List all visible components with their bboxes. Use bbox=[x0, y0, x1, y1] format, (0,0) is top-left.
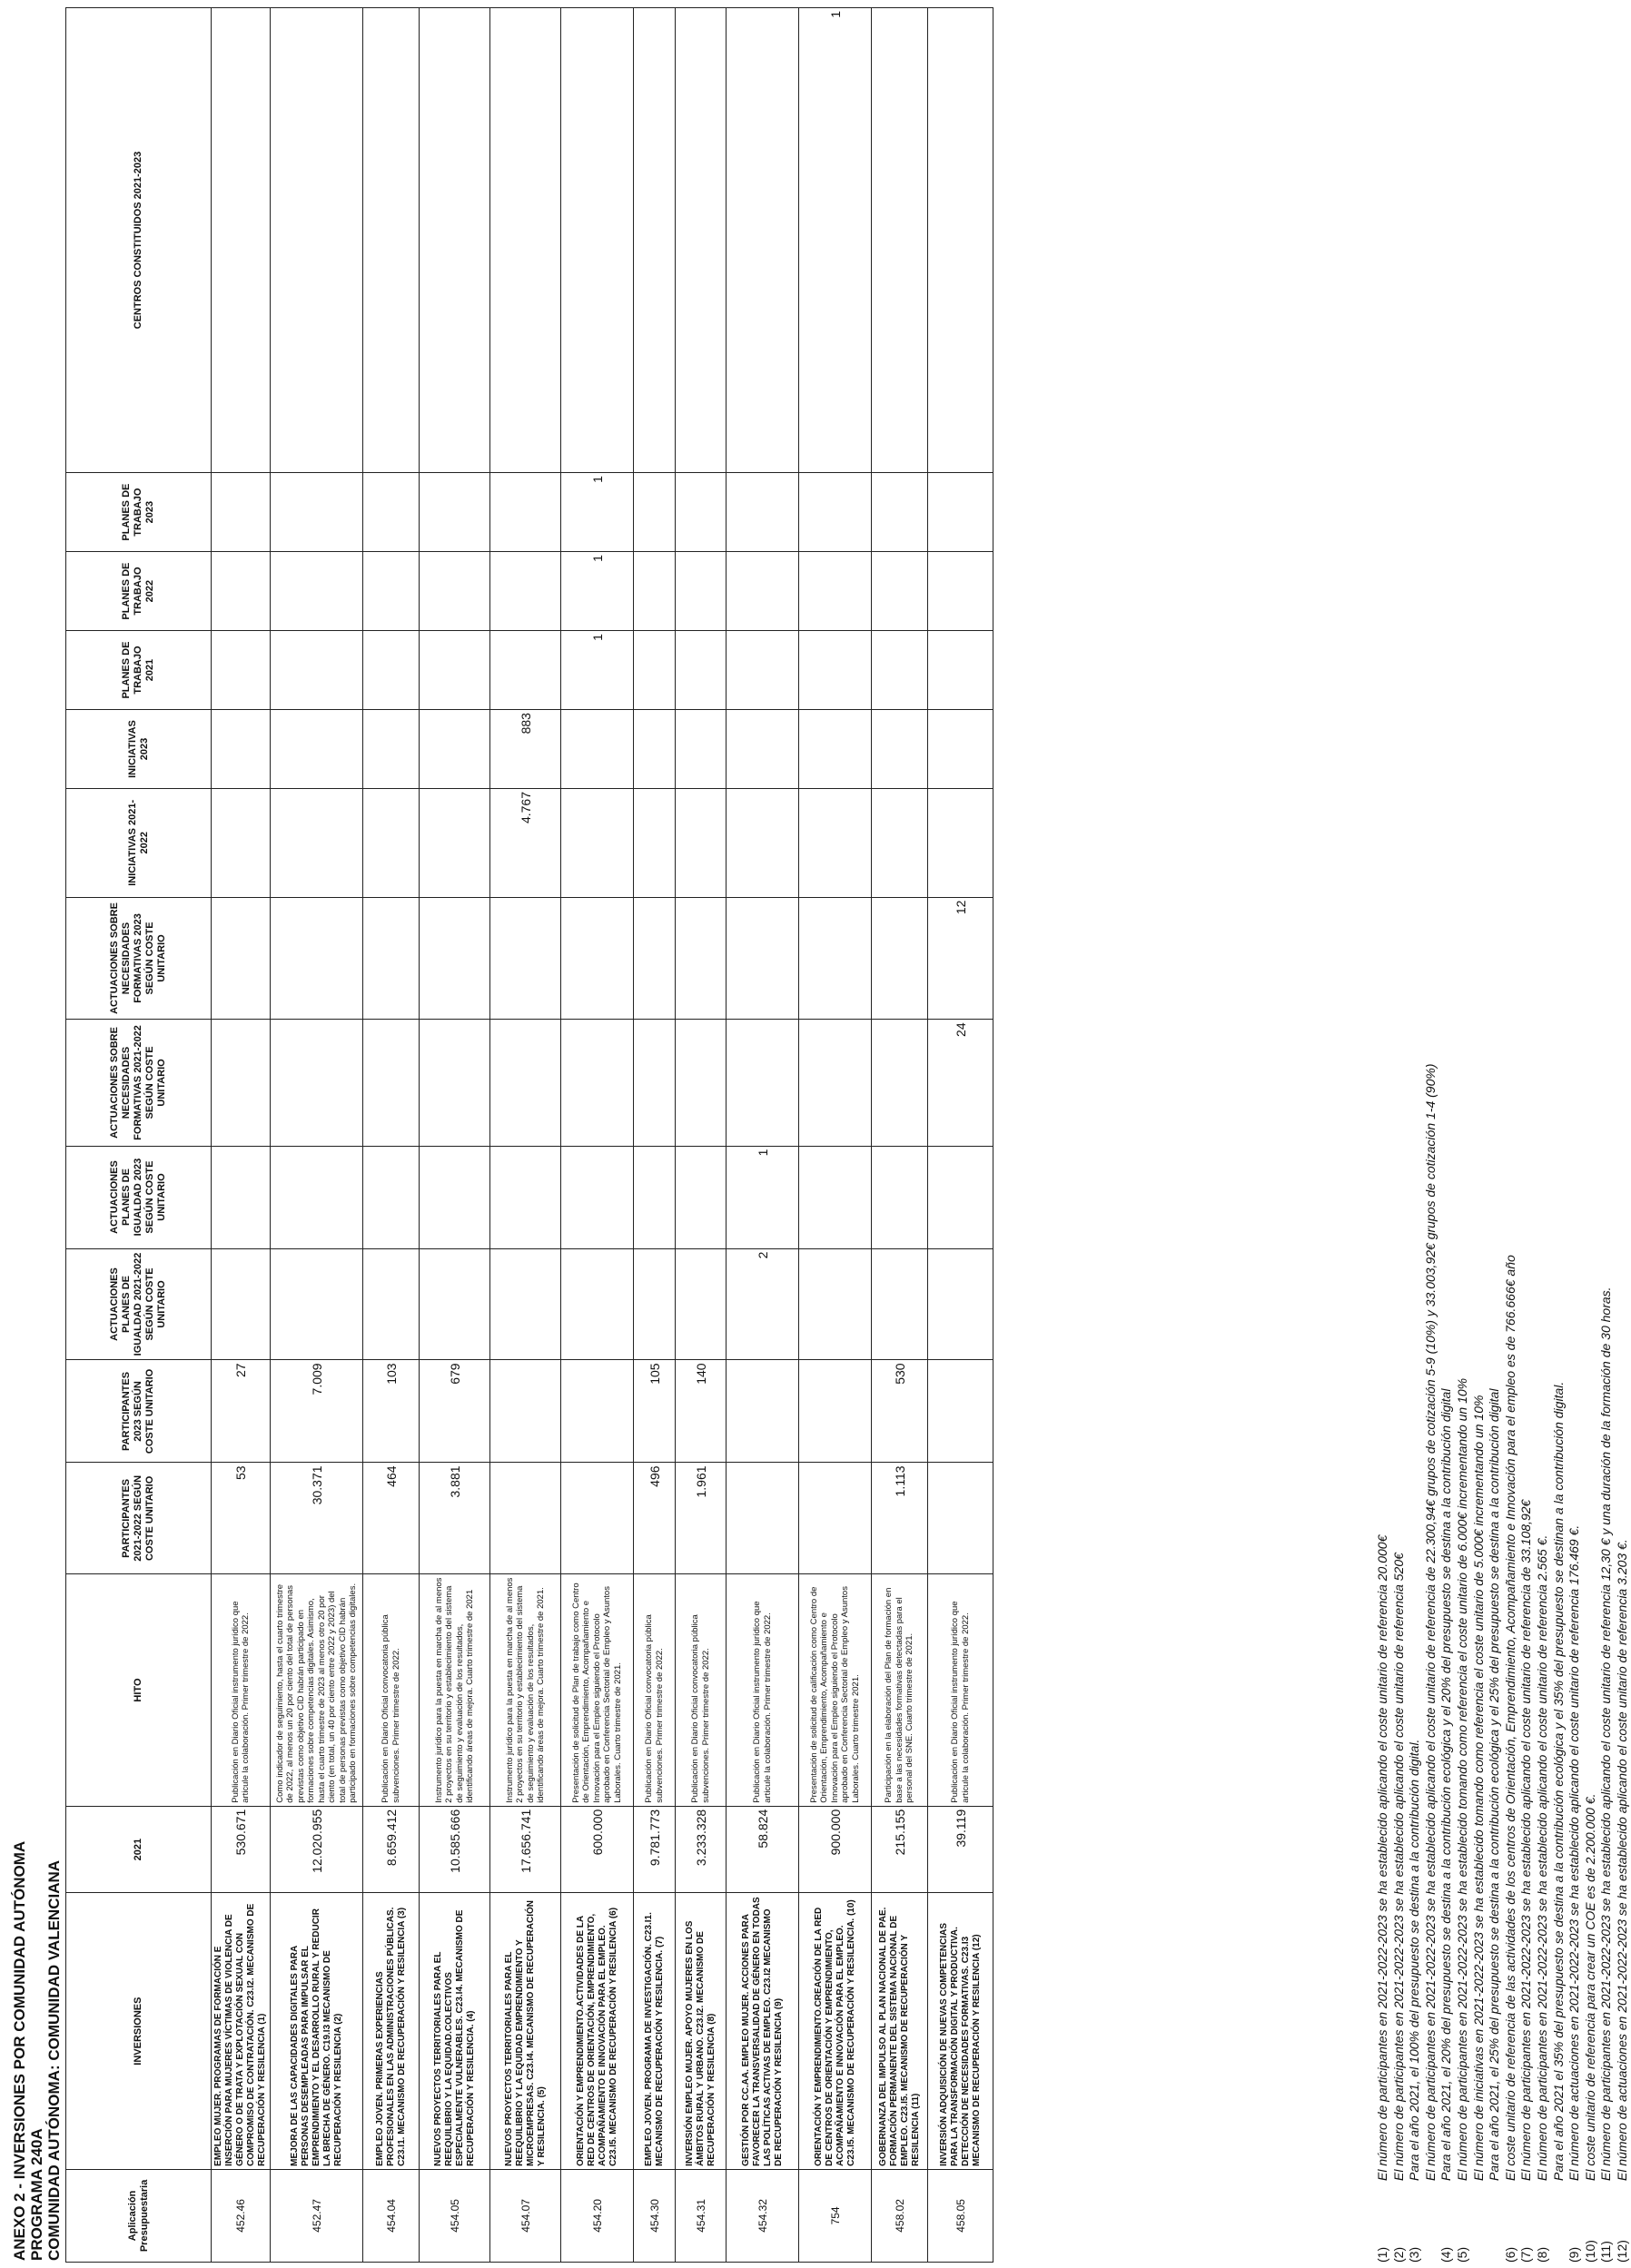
investment-name-cell: GESTIÓN POR CC.AA. EMPLEO MUJER. ACCIONES PARA FAVORECER LA TRANSVERSALIDAD DE GÉNERO EN TODAS LAS POLÍTICAS ACTIVAS DE EMPLEO. C23.I2 MECANISMO DE RECUPERACIÓN Y RESILENCIA (9) bbox=[727, 1893, 799, 2169]
participants-2021-2022-cell: 53 bbox=[212, 1463, 271, 1574]
program-title: PROGRAMA 240A bbox=[28, 2128, 45, 2261]
participants-2021-2022-cell bbox=[799, 1463, 872, 1574]
centers-2021-2023-cell bbox=[561, 8, 634, 473]
training-needs-2023-cell bbox=[799, 897, 872, 1020]
work-plans-2021-cell bbox=[490, 631, 561, 710]
footnote-number: (3) bbox=[1407, 2246, 1422, 2263]
footnote-text: El número de participantes en 2021-2022-2023 se ha establecido aplicando el coste unitario de referencia 20.000€ bbox=[1375, 1534, 1389, 2181]
milestone-cell: Instrumento jurídico para la puesta en marcha de al menos 2 proyectos en su territorio y establecimiento del sistema de seguimiento y evaluación de los resultados, identificando áreas de mejora. Cuarto trimestre de 2021 bbox=[420, 1574, 490, 1806]
table-row bbox=[561, 8, 634, 2263]
investment-name-cell: NUEVOS PROYECTOS TERRITORIALES PARA EL REEQUILIBRIO Y LA EQUIDAD EMPRENDIMIENTO Y MICROEMPRESAS. C23.I4. MECANISMO DE RECUPERACIÓN Y RESILENCIA. (5) bbox=[490, 1893, 561, 2169]
work-plans-2023-cell: 1 bbox=[561, 473, 634, 552]
training-needs-2023-cell bbox=[634, 897, 676, 1020]
equality-actions-2023-cell bbox=[799, 1146, 872, 1248]
participants-2023-cell: 7.009 bbox=[271, 1360, 363, 1463]
work-plans-2022-cell bbox=[676, 552, 727, 631]
initiatives-2021-2022-cell bbox=[799, 789, 872, 898]
budget-code-cell: 454.20 bbox=[561, 2169, 634, 2262]
initiatives-2021-2022-cell bbox=[561, 789, 634, 898]
equality-actions-2023-cell bbox=[634, 1146, 676, 1248]
footnotes bbox=[1375, 84, 1631, 2263]
initiatives-2023-cell: 883 bbox=[490, 710, 561, 789]
milestone-cell: Participación en la elaboración del Plan de formación en base a las necesidades formativas detectadas para el personal del SNE. Cuarto trimestre de 2021. bbox=[872, 1574, 928, 1806]
budget-code-cell: 454.05 bbox=[420, 2169, 490, 2262]
work-plans-2022-cell bbox=[363, 552, 420, 631]
equality-actions-2021-2022-cell bbox=[634, 1248, 676, 1360]
participants-2021-2022-cell: 3.881 bbox=[420, 1463, 490, 1574]
training-needs-2023-cell bbox=[676, 897, 727, 1020]
centers-2021-2023-cell bbox=[928, 8, 993, 473]
milestone-cell: Publicación en Diario Oficial convocatoria pública subvenciones. Primer trimestre de 2022. bbox=[363, 1574, 420, 1806]
participants-2023-cell: 103 bbox=[363, 1360, 420, 1463]
amount-2021-cell: 58.824 bbox=[727, 1806, 799, 1893]
footnote-number: (5) bbox=[1454, 2246, 1469, 2263]
training-needs-2021-2022-cell bbox=[363, 1020, 420, 1146]
footnote-number: (12) bbox=[1614, 2240, 1629, 2263]
table-row bbox=[872, 8, 928, 2263]
col-header: ACTUACIONES SOBRE NECESIDADES FORMATIVAS 2021-2022 SEGÚN COSTE UNITARIO bbox=[66, 1020, 212, 1146]
initiatives-2023-cell bbox=[420, 710, 490, 789]
training-needs-2021-2022-cell bbox=[676, 1020, 727, 1146]
col-header: 2021 bbox=[66, 1806, 212, 1893]
budget-code-cell: 452.47 bbox=[271, 2169, 363, 2262]
work-plans-2021-cell bbox=[363, 631, 420, 710]
participants-2021-2022-cell: 1.113 bbox=[872, 1463, 928, 1574]
work-plans-2023-cell bbox=[676, 473, 727, 552]
footnote bbox=[1518, 84, 1535, 2263]
footnote bbox=[1471, 84, 1488, 2263]
training-needs-2021-2022-cell bbox=[799, 1020, 872, 1146]
participants-2023-cell bbox=[928, 1360, 993, 1463]
work-plans-2022-cell bbox=[420, 552, 490, 631]
initiatives-2023-cell bbox=[212, 710, 271, 789]
milestone-cell: Publicación en Diario Oficial convocatoria pública subvenciones. Primer trimestre de 2022. bbox=[676, 1574, 727, 1806]
footnote-text: El número de participantes en 2021-2022-2023 se ha establecido aplicando el coste unitario de referencia de 33.108,92€ bbox=[1518, 1499, 1534, 2181]
footnote-text: El número de iniciativas en 2021-2022-2023 se ha establecido tomando como referencia el coste unitario de 5.000€ incrementando un 10% bbox=[1470, 1395, 1486, 2181]
centers-2021-2023-cell bbox=[634, 8, 676, 473]
budget-code-cell: 458.02 bbox=[872, 2169, 928, 2262]
investment-name-cell: EMPLEO MUJER. PROGRAMAS DE FORMACIÓN E INSERCIÓN PARA MUJERES VÍCTIMAS DE VIOLENCIA DE GÉNERO O DE TRATA Y EXPLOTACIÓN SEXUAL CON COMPROMISO DE CONTRATACIÓN. C23.I2. MECANISMO DE RECUPERACIÓN Y RESILENCIA (1) bbox=[212, 1893, 271, 2169]
initiatives-2021-2022-cell bbox=[271, 789, 363, 898]
training-needs-2023-cell: 12 bbox=[928, 897, 993, 1020]
centers-2021-2023-cell bbox=[676, 8, 727, 473]
centers-2021-2023-cell bbox=[212, 8, 271, 473]
initiatives-2023-cell bbox=[271, 710, 363, 789]
annex-title: ANEXO 2 - INVERSIONES POR COMUNIDAD AUTÓNOMA bbox=[11, 1840, 28, 2261]
col-header: ACTUACIONES PLANES DE IGUALDAD 2023 SEGÚN COSTE UNITARIO bbox=[66, 1146, 212, 1248]
training-needs-2021-2022-cell bbox=[212, 1020, 271, 1146]
centers-2021-2023-cell bbox=[271, 8, 363, 473]
budget-code-cell: 452.46 bbox=[212, 2169, 271, 2262]
equality-actions-2021-2022-cell bbox=[676, 1248, 727, 1360]
amount-2021-cell: 17.656.741 bbox=[490, 1806, 561, 1893]
footnote-text: El número de participantes en 2021-2022-2023 se ha establecido aplicando el coste unitario de referencia 12,30 € y una duración de la formación de 30 horas. bbox=[1598, 1287, 1614, 2181]
participants-2021-2022-cell bbox=[727, 1463, 799, 1574]
budget-code-cell: 454.07 bbox=[490, 2169, 561, 2262]
footnote-number: (1) bbox=[1375, 2246, 1389, 2263]
equality-actions-2023-cell bbox=[561, 1146, 634, 1248]
work-plans-2022-cell: 1 bbox=[561, 552, 634, 631]
centers-2021-2023-cell bbox=[490, 8, 561, 473]
footnote-text: Para el año 2021, el 100% del presupuesto se destina a la contribución digital. bbox=[1407, 1739, 1422, 2181]
equality-actions-2021-2022-cell bbox=[872, 1248, 928, 1360]
equality-actions-2023-cell bbox=[928, 1146, 993, 1248]
footnote-text: El coste unitario de referencia de las actividades de los centros de Orientación, Emprendimiento, Acompañamiento e Innovación para el empleo es de 766.666€ año bbox=[1502, 1255, 1517, 2181]
investment-name-cell: MEJORA DE LAS CAPACIDADES DIGITALES PARA PERSONAS DESEMPLEADAS PARA IMPULSAR EL EMPRENDIMIENTO Y EL DESARROLLO RURAL Y REDUCIR LA BRECHA DE GÉNERO. C19.I3 MECANISMO DE RECUPERACIÓN Y RESILENCIA (2) bbox=[271, 1893, 363, 2169]
training-needs-2021-2022-cell bbox=[490, 1020, 561, 1146]
centers-2021-2023-cell: 1 bbox=[799, 8, 872, 473]
table-header-row bbox=[66, 8, 212, 2263]
footnote bbox=[1391, 84, 1408, 2263]
initiatives-2023-cell bbox=[634, 710, 676, 789]
equality-actions-2021-2022-cell bbox=[212, 1248, 271, 1360]
table-row bbox=[490, 8, 561, 2263]
footnote bbox=[1487, 84, 1503, 2263]
footnote bbox=[1438, 84, 1455, 2263]
footnote-number: (10) bbox=[1582, 2240, 1597, 2263]
training-needs-2023-cell bbox=[212, 897, 271, 1020]
training-needs-2023-cell bbox=[872, 897, 928, 1020]
footnote-text: El número de participantes en 2021-2022-2023 se ha establecido tomando como referencia el coste unitario de 6.000€ incrementando un 10% bbox=[1454, 1377, 1469, 2181]
footnote-text: El número de actuaciones en 2021-2022-2023 se ha establecido aplicando el coste unitario de referencia 176.469 €. bbox=[1567, 1524, 1582, 2181]
work-plans-2021-cell bbox=[872, 631, 928, 710]
footnote bbox=[1407, 84, 1423, 2263]
investment-name-cell: INVERSIÓN EMPLEO MUJER. APOYO MUJERES EN LOS ÁMBITOS RURAL Y URBANO. C23.I2. MECANISMO DE RECUPERACIÓN Y RESILENCIA (8) bbox=[676, 1893, 727, 2169]
footnote-text: El número de participantes en 2021-2022-2023 se ha establecido aplicando el coste unitario de referencia de 22.300,94€ grupos de cotización 5-9 (10%) y 33.003,92€ grupos de cotización 1-4 (90%) bbox=[1422, 1063, 1438, 2181]
investments-table bbox=[65, 7, 993, 2263]
training-needs-2021-2022-cell bbox=[420, 1020, 490, 1146]
col-header: Aplicación Presupuestaria bbox=[66, 2169, 212, 2262]
footnote-number: (11) bbox=[1598, 2241, 1614, 2263]
milestone-cell: Publicación en Diario Oficial instrumento jurídico que articule la colaboración. Primer trimestre de 2022. bbox=[212, 1574, 271, 1806]
participants-2021-2022-cell bbox=[490, 1463, 561, 1574]
table-body bbox=[212, 8, 993, 2263]
col-header: PLANES DE TRABAJO 2023 bbox=[66, 473, 212, 552]
participants-2021-2022-cell: 464 bbox=[363, 1463, 420, 1574]
initiatives-2021-2022-cell bbox=[872, 789, 928, 898]
footnote-text: Para el año 2021 el 35% del presupuesto se destina a la contribución ecológica y el 35% del presupuesto se destinan a la contribución digital. bbox=[1550, 1381, 1566, 2181]
centers-2021-2023-cell bbox=[420, 8, 490, 473]
participants-2021-2022-cell: 496 bbox=[634, 1463, 676, 1574]
footnote-number: (2) bbox=[1390, 2246, 1406, 2263]
footnote-number: (6) bbox=[1502, 2246, 1517, 2263]
amount-2021-cell: 3.233.328 bbox=[676, 1806, 727, 1893]
col-header: INICIATIVAS 2021-2022 bbox=[66, 789, 212, 898]
work-plans-2022-cell bbox=[634, 552, 676, 631]
participants-2021-2022-cell bbox=[928, 1463, 993, 1574]
equality-actions-2023-cell bbox=[676, 1146, 727, 1248]
equality-actions-2021-2022-cell bbox=[928, 1248, 993, 1360]
centers-2021-2023-cell bbox=[727, 8, 799, 473]
initiatives-2021-2022-cell bbox=[363, 789, 420, 898]
initiatives-2023-cell bbox=[727, 710, 799, 789]
footnote-text: Para el año 2021, el 20% del presupuesto se destina a la contribución ecológica y el 20% del presupuesto se destina a la contribución digital bbox=[1438, 1388, 1454, 2181]
col-header: PLANES DE TRABAJO 2021 bbox=[66, 631, 212, 710]
col-header: ACTUACIONES SOBRE NECESIDADES FORMATIVAS 2023 SEGÚN COSTE UNITARIO bbox=[66, 897, 212, 1020]
participants-2023-cell: 140 bbox=[676, 1360, 727, 1463]
work-plans-2021-cell bbox=[676, 631, 727, 710]
centers-2021-2023-cell bbox=[363, 8, 420, 473]
initiatives-2021-2022-cell bbox=[420, 789, 490, 898]
training-needs-2023-cell bbox=[271, 897, 363, 1020]
training-needs-2021-2022-cell: 24 bbox=[928, 1020, 993, 1146]
initiatives-2023-cell bbox=[363, 710, 420, 789]
equality-actions-2023-cell bbox=[271, 1146, 363, 1248]
footnote bbox=[1583, 84, 1599, 2263]
work-plans-2021-cell bbox=[271, 631, 363, 710]
equality-actions-2023-cell bbox=[420, 1146, 490, 1248]
work-plans-2021-cell: 1 bbox=[561, 631, 634, 710]
participants-2021-2022-cell bbox=[561, 1463, 634, 1574]
equality-actions-2021-2022-cell bbox=[490, 1248, 561, 1360]
footnote bbox=[1503, 84, 1519, 2263]
participants-2023-cell bbox=[490, 1360, 561, 1463]
milestone-cell: Presentación de solicitud de calificación como Centro de Orientación, Emprendimiento, Acompañamiento e Innovación para el Empleo siguiendo el Protocolo aprobado en Conferencia Sectorial de Empleo y Asuntos Laborales. Cuarto trimestre 2021. bbox=[799, 1574, 872, 1806]
initiatives-2021-2022-cell bbox=[727, 789, 799, 898]
work-plans-2021-cell bbox=[212, 631, 271, 710]
table-row bbox=[420, 8, 490, 2263]
investment-name-cell: NUEVOS PROYECTOS TERRITORIALES PARA EL REEQUILIBRIO Y LA EQUIDAD.COLECTIVOS ESPECIALMENTE VULNERABLES. C23.I4. MECANISMO DE RECUPERACIÓN Y RESILENCIA. (4) bbox=[420, 1893, 490, 2169]
col-header: INVERSIONES bbox=[66, 1893, 212, 2169]
equality-actions-2021-2022-cell bbox=[420, 1248, 490, 1360]
col-header: INICIATIVAS 2023 bbox=[66, 710, 212, 789]
budget-code-cell: 458.05 bbox=[928, 2169, 993, 2262]
equality-actions-2021-2022-cell bbox=[561, 1248, 634, 1360]
work-plans-2023-cell bbox=[727, 473, 799, 552]
amount-2021-cell: 215.155 bbox=[872, 1806, 928, 1893]
initiatives-2023-cell bbox=[872, 710, 928, 789]
centers-2021-2023-cell bbox=[872, 8, 928, 473]
work-plans-2023-cell bbox=[928, 473, 993, 552]
training-needs-2023-cell bbox=[727, 897, 799, 1020]
equality-actions-2021-2022-cell bbox=[799, 1248, 872, 1360]
training-needs-2021-2022-cell bbox=[561, 1020, 634, 1146]
col-header: PLANES DE TRABAJO 2022 bbox=[66, 552, 212, 631]
footnote bbox=[1535, 84, 1551, 2263]
training-needs-2021-2022-cell bbox=[727, 1020, 799, 1146]
equality-actions-2023-cell: 1 bbox=[727, 1146, 799, 1248]
work-plans-2023-cell bbox=[212, 473, 271, 552]
work-plans-2022-cell bbox=[872, 552, 928, 631]
training-needs-2021-2022-cell bbox=[872, 1020, 928, 1146]
milestone-cell: Presentación de solicitud de Plan de trabajo como Centro de Orientación, Emprendimiento, Acompañamiento e Innovación para el Empleo siguiendo el Protocolo aprobado en Conferencia Sectorial de Empleo y Asuntos Laborales. Cuarto trimestre de 2021. bbox=[561, 1574, 634, 1806]
footnote-number: (8) bbox=[1534, 2246, 1549, 2263]
initiatives-2023-cell bbox=[928, 710, 993, 789]
equality-actions-2023-cell bbox=[872, 1146, 928, 1248]
milestone-cell: Publicación en Diario Oficial instrumento jurídico que articule la colaboración. Primer trimestre de 2022. bbox=[727, 1574, 799, 1806]
col-header: PARTICIPANTES 2023 SEGÚN COSTE UNITARIO bbox=[66, 1360, 212, 1463]
work-plans-2022-cell bbox=[271, 552, 363, 631]
footnote bbox=[1551, 84, 1567, 2263]
work-plans-2021-cell bbox=[727, 631, 799, 710]
milestone-cell: Como indicador de seguimiento, hasta el cuarto trimestre de 2022, al menos un 20 por ciento del total de personas previstas como objetivo CID habrán participado en formaciones sobre competencias digitales. Asimismo, hasta el cuarto trimestre de 2023 al menos otro 20 por ciento (en total, un 40 por ciento entre 2022 y 2023) del total de personas previstas como objetivo CID habrán participado en formaciones sobre competencias digitales. bbox=[271, 1574, 363, 1806]
training-needs-2023-cell bbox=[420, 897, 490, 1020]
milestone-cell: Publicación en Diario Oficial convocatoria pública subvenciones. Primer trimestre de 2022. bbox=[634, 1574, 676, 1806]
initiatives-2021-2022-cell bbox=[676, 789, 727, 898]
equality-actions-2021-2022-cell bbox=[363, 1248, 420, 1360]
work-plans-2022-cell bbox=[490, 552, 561, 631]
col-header: HITO bbox=[66, 1574, 212, 1806]
document-header bbox=[11, 1841, 63, 2261]
investment-name-cell: ORIENTACIÓN Y EMPRENDIMIENTO.CREACIÓN DE LA RED DE CENTROS DE ORIENTACIÓN Y EMPRENDIMIENTO, ACOMPAÑAMIENTO E INNOVACIÓN PARA EL EMPLEO. C23.I5. MECANISMO DE RECUPERACIÓN Y RESILENCIA. (10) bbox=[799, 1893, 872, 2169]
initiatives-2023-cell bbox=[799, 710, 872, 789]
table-row bbox=[212, 8, 271, 2263]
footnote-number: (7) bbox=[1518, 2246, 1534, 2263]
initiatives-2021-2022-cell bbox=[928, 789, 993, 898]
footnote-text: El coste unitario de referencia para crear un COE es de 2.200.000 €. bbox=[1582, 1793, 1597, 2181]
investment-name-cell: ORIENTACIÓN Y EMPRENDIMIENTO.ACTIVIDADES DE LA RED DE CENTROS DE ORIENTACIÓN, EMPRENDIMIENTO, ACOMPAÑAMIENTO E INNOVACIÓN PARA EL EMPLEO. C23.I5. MECANISMO DE RECUPERACIÓN Y RESILENCIA (6) bbox=[561, 1893, 634, 2169]
work-plans-2023-cell bbox=[634, 473, 676, 552]
budget-code-cell: 454.31 bbox=[676, 2169, 727, 2262]
initiatives-2021-2022-cell: 4.767 bbox=[490, 789, 561, 898]
milestone-cell: Publicación en Diario Oficial instrumento jurídico que articule la colaboración. Primer trimestre de 2022. bbox=[928, 1574, 993, 1806]
initiatives-2021-2022-cell bbox=[634, 789, 676, 898]
participants-2023-cell bbox=[561, 1360, 634, 1463]
training-needs-2021-2022-cell bbox=[271, 1020, 363, 1146]
table-row bbox=[634, 8, 676, 2263]
work-plans-2023-cell bbox=[420, 473, 490, 552]
participants-2023-cell: 105 bbox=[634, 1360, 676, 1463]
training-needs-2023-cell bbox=[363, 897, 420, 1020]
table-row bbox=[271, 8, 363, 2263]
milestone-cell: Instrumento jurídico para la puesta en marcha de al menos 2 proyectos en su territorio y establecimiento del sistema de seguimiento y evaluación de los resultados, identificando áreas de mejora. Cuarto trimestre de 2021. bbox=[490, 1574, 561, 1806]
footnote-text: El número de participantes en 2021-2022-2023 se ha establecido aplicando el coste unitario de referencia 2.565 €. bbox=[1534, 1534, 1549, 2181]
participants-2021-2022-cell: 30.371 bbox=[271, 1463, 363, 1574]
amount-2021-cell: 12.020.955 bbox=[271, 1806, 363, 1893]
table-row bbox=[928, 8, 993, 2263]
budget-code-cell: 454.30 bbox=[634, 2169, 676, 2262]
col-header: ACTUACIONES PLANES DE IGUALDAD 2021-2022 SEGÚN COSTE UNITARIO bbox=[66, 1248, 212, 1360]
region-title: COMUNIDAD AUTÓNOMA: COMUNIDAD VALENCIANA bbox=[45, 1859, 63, 2261]
initiatives-2023-cell bbox=[676, 710, 727, 789]
footnote bbox=[1375, 84, 1391, 2263]
footnote-text: Para el año 2021, el 25% del presupuesto se destina a la contribución ecológica y el 25% del presupuesto se destina a la contribución digital bbox=[1487, 1388, 1502, 2181]
table-row bbox=[799, 8, 872, 2263]
table-row bbox=[363, 8, 420, 2263]
work-plans-2022-cell bbox=[799, 552, 872, 631]
participants-2021-2022-cell: 1.961 bbox=[676, 1463, 727, 1574]
work-plans-2023-cell bbox=[271, 473, 363, 552]
work-plans-2023-cell bbox=[363, 473, 420, 552]
footnote-number: (4) bbox=[1438, 2246, 1454, 2263]
training-needs-2021-2022-cell bbox=[634, 1020, 676, 1146]
work-plans-2023-cell bbox=[872, 473, 928, 552]
amount-2021-cell: 9.781.773 bbox=[634, 1806, 676, 1893]
budget-code-cell: 454.04 bbox=[363, 2169, 420, 2262]
participants-2023-cell bbox=[727, 1360, 799, 1463]
footnote bbox=[1423, 84, 1439, 2263]
work-plans-2021-cell bbox=[634, 631, 676, 710]
table-row bbox=[727, 8, 799, 2263]
amount-2021-cell: 900.000 bbox=[799, 1806, 872, 1893]
work-plans-2022-cell bbox=[212, 552, 271, 631]
participants-2023-cell: 679 bbox=[420, 1360, 490, 1463]
footnote bbox=[1598, 84, 1615, 2263]
work-plans-2021-cell bbox=[799, 631, 872, 710]
investment-name-cell: EMPLEO JOVEN. PRIMERAS EXPERIENCIAS PROFESIONALES EN LAS ADMINISTRACIONES PÚBLICAS. C23.I1. MECANISMO DE RECUPERACIÓN Y RESILENCIA (3) bbox=[363, 1893, 420, 2169]
training-needs-2023-cell bbox=[490, 897, 561, 1020]
work-plans-2022-cell bbox=[727, 552, 799, 631]
work-plans-2023-cell bbox=[799, 473, 872, 552]
footnote bbox=[1455, 84, 1471, 2263]
investment-name-cell: INVERSIÓN ADQUISICIÓN DE NUEVAS COMPETENCIAS PARA LA TRANSFORMACIÓN DIGITAL Y PRODUCTIVA. DETECCIÓN DE NECESIDADES FORMATIVAS. C23.I3 MECANISMO DE RECUPERACIÓN Y RESILENCIA (12) bbox=[928, 1893, 993, 2169]
footnote bbox=[1567, 84, 1583, 2263]
training-needs-2023-cell bbox=[561, 897, 634, 1020]
footnote-text: El número de participantes en 2021-2022-2023 se ha establecido aplicando el coste unitario de referencia 520€ bbox=[1390, 1553, 1406, 2181]
equality-actions-2021-2022-cell: 2 bbox=[727, 1248, 799, 1360]
amount-2021-cell: 39.119 bbox=[928, 1806, 993, 1893]
investment-name-cell: EMPLEO JOVEN. PROGRAMA DE INVESTIGACIÓN. C23.I1. MECANISMO DE RECUPERACIÓN Y RESILENCIA. (7) bbox=[634, 1893, 676, 2169]
amount-2021-cell: 10.585.666 bbox=[420, 1806, 490, 1893]
equality-actions-2023-cell bbox=[363, 1146, 420, 1248]
participants-2023-cell: 530 bbox=[872, 1360, 928, 1463]
participants-2023-cell: 27 bbox=[212, 1360, 271, 1463]
initiatives-2021-2022-cell bbox=[212, 789, 271, 898]
footnote bbox=[1615, 84, 1631, 2263]
work-plans-2021-cell bbox=[420, 631, 490, 710]
footnote-number: (9) bbox=[1567, 2246, 1582, 2263]
work-plans-2021-cell bbox=[928, 631, 993, 710]
budget-code-cell: 754 bbox=[799, 2169, 872, 2262]
amount-2021-cell: 600.000 bbox=[561, 1806, 634, 1893]
work-plans-2023-cell bbox=[490, 473, 561, 552]
equality-actions-2023-cell bbox=[212, 1146, 271, 1248]
col-header: PARTICIPANTES 2021-2022 SEGÚN COSTE UNITARIO bbox=[66, 1463, 212, 1574]
initiatives-2023-cell bbox=[561, 710, 634, 789]
budget-code-cell: 454.32 bbox=[727, 2169, 799, 2262]
equality-actions-2023-cell bbox=[490, 1146, 561, 1248]
amount-2021-cell: 8.659.412 bbox=[363, 1806, 420, 1893]
work-plans-2022-cell bbox=[928, 552, 993, 631]
col-header: CENTROS CONSTITUIDOS 2021-2023 bbox=[66, 8, 212, 473]
footnote-text: El número de actuaciones en 2021-2022-2023 se ha establecido aplicando el coste unitario de referencia 3.203 €. bbox=[1614, 1539, 1629, 2181]
participants-2023-cell bbox=[799, 1360, 872, 1463]
investment-name-cell: GOBERNANZA DEL IMPULSO AL PLAN NACIONAL DE PAE. FORMACIÓN PERMANENTE DEL SISTEMA NACIONAL DE EMPLEO. C23.I5. MECANISMO DE RECUPERACIÓN Y RESILENCIA (11) bbox=[872, 1893, 928, 2169]
amount-2021-cell: 530.671 bbox=[212, 1806, 271, 1893]
table-row bbox=[676, 8, 727, 2263]
equality-actions-2021-2022-cell bbox=[271, 1248, 363, 1360]
